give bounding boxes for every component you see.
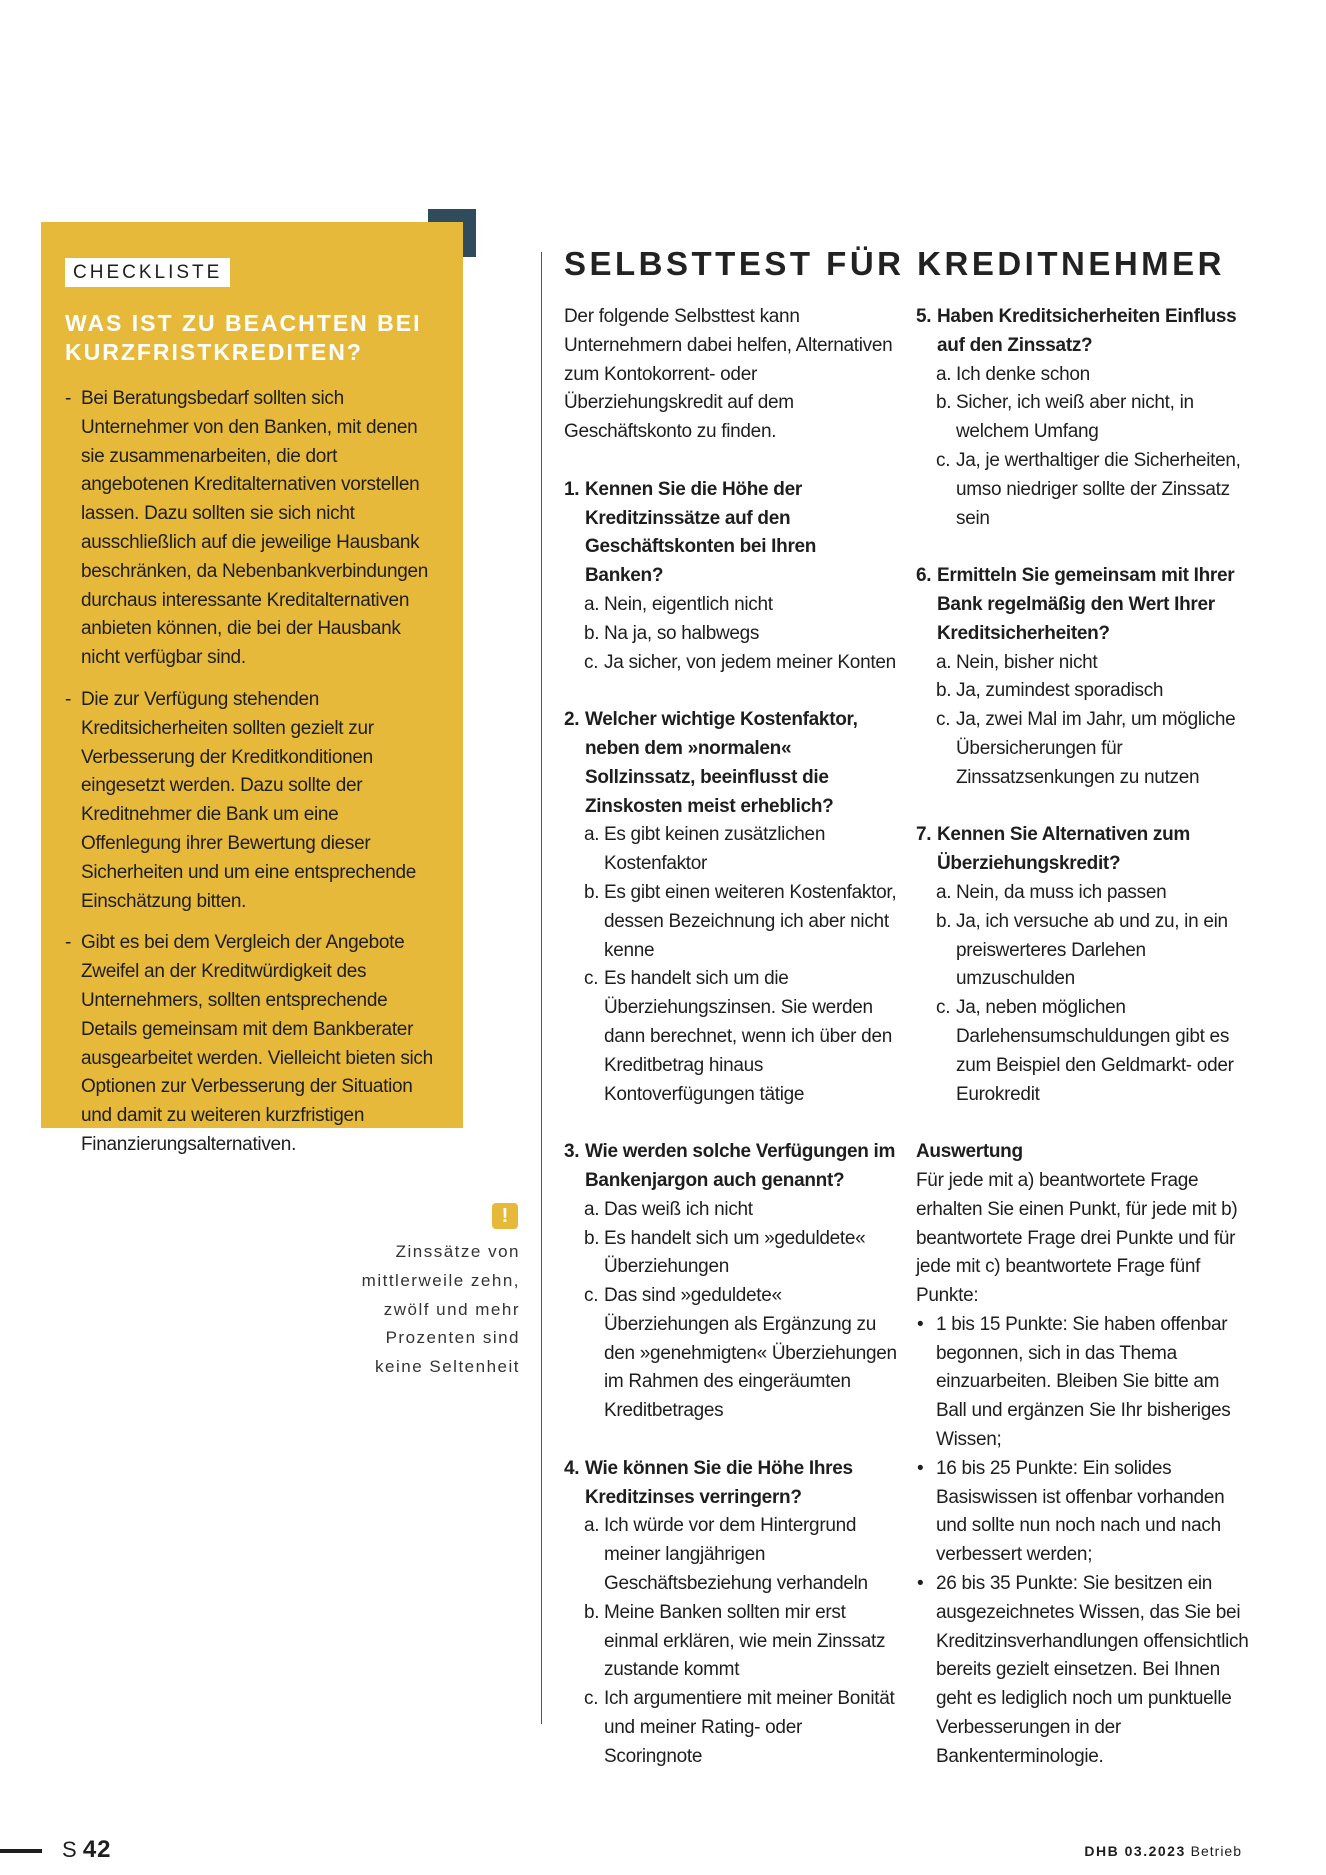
answer-letter: b. — [936, 910, 952, 932]
question-2 — [564, 706, 899, 1109]
page-prefix: S — [62, 1837, 77, 1862]
question-5 — [916, 303, 1251, 533]
question-title — [564, 1138, 899, 1196]
answer-letter: b. — [584, 622, 600, 644]
answer-option — [564, 591, 899, 620]
answer-letter: a. — [584, 1515, 600, 1537]
question-text: Haben Kreditsicherheiten Einfluss auf den Zinssatz? — [937, 306, 1237, 356]
question-number: 1. — [564, 478, 580, 500]
checklist-box — [41, 222, 463, 1155]
answer-text: Ja, zwei Mal im Jahr, um mögliche Übersicherungen für Zinssatzsenkungen zu nutzen — [956, 709, 1236, 788]
checklist-item-text: Gibt es bei dem Vergleich der Angebote Zweifel an der Kreditwürdigkeit des Unternehmers, sollten entsprechende Details gemeinsam mit dem Bankberater ausgearbeitet werden. Vielleicht bieten sich Optionen zur Verbesserung der Situation und damit zu weiteren kurzfristigen Finanzierungsalternativen. — [81, 932, 433, 1155]
article-column-right — [916, 303, 1251, 1772]
list-item-text: 16 bis 25 Punkte: Ein solides Basiswissen ist offenbar vorhanden und sollte nun noch nach und nach verbessert werden; — [936, 1457, 1225, 1566]
checklist-item-text: Bei Beratungsbedarf sollten sich Unternehmer von den Banken, mit denen sie zusammenarbeiten, die dort angebotenen Kreditalternativen vorstellen lassen. Dazu sollten sie sich nicht ausschließlich auf die jeweilige Hausbank beschränken, da Nebenbankverbindungen durchaus interessante Kreditalternativen anbieten können, die bei der Hausbank nicht verfügbar sind. — [81, 388, 429, 669]
answer-option — [916, 908, 1251, 994]
answer-text: Ich denke schon — [956, 363, 1090, 385]
answer-letter: b. — [584, 1601, 600, 1623]
answer-letter: c. — [936, 997, 951, 1019]
answer-option — [564, 620, 899, 649]
answer-letter: c. — [584, 968, 599, 990]
answer-option — [564, 879, 899, 965]
evaluation-list — [916, 1311, 1251, 1772]
answer-letter: b. — [584, 1227, 600, 1249]
checklist-tag: CHECKLISTE — [65, 258, 230, 287]
answer-text: Nein, da muss ich passen — [956, 881, 1167, 903]
answer-text: Ja, ich versuche ab und zu, in ein preiswerteres Darlehen umzuschulden — [956, 910, 1228, 990]
issue-label: DHB 03.2023 — [1084, 1843, 1186, 1859]
checklist-title: WAS IST ZU BEACHTEN BEI KURZFRISTKREDITEN? — [65, 310, 422, 365]
article-column-left — [564, 303, 899, 1800]
article-intro: Der folgende Selbsttest kann Unternehmern dabei helfen, Alternativen zum Kontokorrent- oder Überziehungskredit auf dem Geschäftskonto zu finden. — [564, 306, 893, 443]
question-number: 2. — [564, 709, 580, 731]
answer-option — [916, 447, 1251, 533]
answer-text: Sicher, ich weiß aber nicht, in welchem Umfang — [956, 392, 1194, 443]
answer-letter: b. — [936, 680, 952, 702]
question-title — [916, 303, 1251, 361]
answer-option — [564, 1685, 899, 1771]
list-item — [916, 1570, 1251, 1772]
evaluation-title: Auswertung — [916, 1141, 1023, 1163]
list-item — [916, 1311, 1251, 1455]
footer-issue — [1084, 1840, 1242, 1862]
question-number: 3. — [564, 1141, 580, 1163]
answer-letter: a. — [584, 593, 600, 615]
answer-letter: b. — [936, 392, 952, 414]
answer-option — [916, 389, 1251, 447]
margin-note: Zinssätze von mittlerweile zehn, zwölf und mehr Prozenten sind keine Seltenheit — [361, 1242, 520, 1377]
answer-letter: c. — [584, 1285, 599, 1307]
answer-letter: a. — [584, 824, 600, 846]
answer-text: Meine Banken sollten mir erst einmal erklären, wie mein Zinssatz zustande kommt — [604, 1601, 886, 1681]
answer-option — [564, 1512, 899, 1598]
answer-letter: c. — [584, 651, 599, 673]
question-text: Welcher wichtige Kostenfaktor, neben dem »normalen« Sollzinssatz, beeinflusst die Zinskosten meist erheblich? — [585, 709, 858, 817]
answer-text: Ja, je werthaltiger die Sicherheiten, umso niedriger sollte der Zinssatz sein — [956, 449, 1241, 529]
answer-text: Ich argumentiere mit meiner Bonität und meiner Rating- oder Scoringnote — [604, 1688, 895, 1767]
checklist-item — [65, 385, 443, 673]
answer-option — [916, 677, 1251, 706]
answer-option — [564, 1225, 899, 1283]
dash-icon: - — [65, 388, 72, 409]
list-item-text: 26 bis 35 Punkte: Sie besitzen ein ausgezeichnetes Wissen, das Sie bei Kreditzinsverhandlungen offensichtlich bereits gezielt einsetzen. Bei Ihnen geht es lediglich noch um punktuelle Verbesserungen in der Bankenterminologie. — [936, 1573, 1249, 1767]
answer-option — [916, 994, 1251, 1109]
answer-option — [916, 361, 1251, 390]
footer-rule — [0, 1849, 42, 1853]
question-text: Kennen Sie die Höhe der Kreditzinssätze auf den Geschäftskonten bei Ihren Banken? — [585, 478, 817, 587]
evaluation-section — [916, 1138, 1251, 1772]
answer-letter: a. — [584, 1198, 600, 1220]
question-text: Wie können Sie die Höhe Ihres Kreditzinses verringern? — [585, 1457, 853, 1508]
page-number — [62, 1835, 112, 1865]
dash-icon: - — [65, 688, 72, 710]
question-number: 4. — [564, 1457, 580, 1479]
answer-text: Es gibt keinen zusätzlichen Kostenfaktor — [604, 824, 826, 875]
question-title — [916, 562, 1251, 648]
answer-text: Ja, neben möglichen Darlehensumschuldungen gibt es zum Beispiel den Geldmarkt- oder Eurokredit — [956, 997, 1234, 1105]
answer-text: Es gibt einen weiteren Kostenfaktor, dessen Bezeichnung ich aber nicht kenne — [604, 881, 897, 961]
page-number-value: 42 — [82, 1836, 112, 1863]
answer-text: Das sind »geduldete« Überziehungen als Ergänzung zu den »genehmigten« Überziehungen im Rahmen des eingeräumten Kreditbetrages — [604, 1285, 897, 1422]
question-4 — [564, 1455, 899, 1772]
answer-option — [564, 1599, 899, 1685]
article-headline: SELBSTTEST FÜR KREDITNEHMER — [564, 245, 1226, 282]
question-title — [564, 1455, 899, 1513]
answer-text: Ich würde vor dem Hintergrund meiner langjährigen Geschäftsbeziehung verhandeln — [604, 1515, 868, 1595]
answer-option — [916, 649, 1251, 678]
bullet-icon: • — [917, 1573, 924, 1595]
evaluation-text: Für jede mit a) beantwortete Frage erhalten Sie einen Punkt, für jede mit b) beantwortete Frage drei Punkte und für jede mit c) beantwortete Frage fünf Punkte: — [916, 1169, 1238, 1307]
question-text: Wie werden solche Verfügungen im Bankenjargon auch genannt? — [585, 1141, 896, 1191]
answer-option — [564, 821, 899, 879]
question-3 — [564, 1138, 899, 1426]
answer-text: Nein, eigentlich nicht — [604, 593, 773, 615]
answer-letter: a. — [936, 881, 952, 903]
question-number: 7. — [916, 824, 932, 846]
dash-icon: - — [65, 932, 72, 954]
answer-letter: c. — [936, 709, 951, 731]
question-text: Kennen Sie Alternativen zum Überziehungskredit? — [937, 824, 1191, 875]
answer-letter: a. — [936, 363, 952, 385]
answer-text: Das weiß ich nicht — [604, 1198, 753, 1220]
bullet-icon: • — [917, 1313, 924, 1335]
checklist-item — [65, 929, 443, 1159]
question-title — [916, 821, 1251, 879]
column-divider — [541, 252, 542, 1724]
answer-text: Na ja, so halbwegs — [604, 622, 760, 644]
answer-letter: c. — [584, 1688, 599, 1710]
exclamation-icon: ! — [492, 1203, 518, 1229]
answer-option — [564, 1282, 899, 1426]
answer-letter: c. — [936, 449, 951, 471]
question-6 — [916, 562, 1251, 792]
bullet-icon: • — [917, 1457, 924, 1479]
list-item-text: 1 bis 15 Punkte: Sie haben offenbar begonnen, sich in das Thema einzuarbeiten. Bleiben Sie bitte am Ball und ergänzen Sie Ihr bisheriges Wissen; — [936, 1313, 1231, 1451]
answer-option — [564, 1196, 899, 1225]
question-title — [564, 476, 899, 591]
list-item — [916, 1455, 1251, 1570]
question-7 — [916, 821, 1251, 1109]
question-1 — [564, 476, 899, 678]
checklist-item-text: Die zur Verfügung stehenden Kreditsicherheiten sollten gezielt zur Verbesserung der Kreditkonditionen eingesetzt werden. Dazu sollte der Kreditnehmer die Bank um eine Offenlegung ihrer Bewertung dieser Sicherheiten und um eine entsprechende Einschätzung bitten. — [81, 688, 417, 912]
answer-text: Es handelt sich um »geduldete« Überziehungen — [604, 1227, 866, 1278]
answer-option — [916, 706, 1251, 792]
answer-text: Ja sicher, von jedem meiner Konten — [604, 651, 896, 673]
answer-option — [564, 649, 899, 678]
answer-option — [916, 879, 1251, 908]
answer-letter: a. — [936, 651, 952, 673]
question-title — [564, 706, 899, 821]
section-label: Betrieb — [1190, 1843, 1242, 1859]
answer-letter: b. — [584, 881, 600, 903]
question-number: 5. — [916, 306, 932, 327]
question-number: 6. — [916, 565, 932, 587]
answer-option — [564, 965, 899, 1109]
checklist-item — [65, 686, 443, 916]
answer-text: Ja, zumindest sporadisch — [956, 680, 1164, 702]
question-text: Ermitteln Sie gemeinsam mit Ihrer Bank regelmäßig den Wert Ihrer Kreditsicherheiten? — [937, 565, 1235, 644]
answer-text: Es handelt sich um die Überziehungszinsen. Sie werden dann berechnet, wenn ich über den Kreditbetrag hinaus Kontoverfügungen tätige — [604, 968, 892, 1105]
answer-text: Nein, bisher nicht — [956, 651, 1098, 673]
